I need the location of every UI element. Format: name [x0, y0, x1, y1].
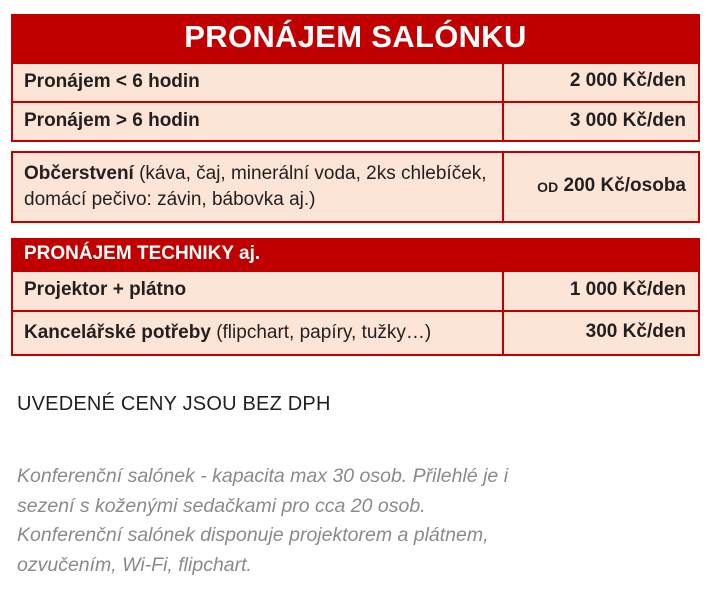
row-label [13, 103, 502, 140]
row-price-prefix: OD [537, 178, 559, 195]
row-price-value: 1 000 Kč/den [569, 279, 686, 301]
document-title: PRONÁJEM SALÓNKU [11, 14, 700, 64]
row-price [502, 312, 698, 354]
row-label [13, 64, 502, 101]
row-label-rest: (káva, čaj, minerální voda, 2ks chlebíček, domácí pečivo: závin, bábovka aj.) [24, 162, 487, 211]
row-label [13, 312, 502, 354]
row-price-value: 2 000 Kč/den [569, 70, 686, 92]
row-label-bold: Kancelářské potřeby [24, 321, 217, 343]
table-row [11, 312, 700, 356]
table-row [11, 103, 700, 142]
description-line: ozvučením, Wi-Fi, flipchart. [17, 553, 252, 576]
description-line: Konferenční salónek - kapacita max 30 osob. Přilehlé je i [17, 465, 509, 487]
section-heading: PRONÁJEM TECHNIKY aj. [11, 238, 700, 272]
row-label-bold: Pronájem < 6 hodin [24, 70, 200, 92]
price-table [11, 14, 700, 356]
row-label [13, 272, 502, 309]
table-row [11, 151, 700, 223]
spacer [11, 223, 700, 238]
row-price-value: 200 Kč/osoba [563, 175, 686, 197]
row-label [13, 153, 502, 221]
row-price [502, 272, 698, 309]
row-price-value: 3 000 Kč/den [569, 109, 686, 131]
row-price [502, 64, 698, 101]
row-price [502, 153, 698, 221]
row-label-bold: Projektor + plátno [24, 279, 187, 301]
table-row [11, 64, 700, 103]
description-line: Konferenční salónek disponuje projektorem a plátnem, [17, 524, 489, 547]
spacer [11, 142, 700, 151]
table-row [11, 272, 700, 311]
row-price [502, 103, 698, 140]
row-label-bold: Občerstvení [24, 162, 140, 184]
description-line: sezení s koženými sedačkami pro cca 20 osob. [17, 494, 426, 517]
row-label-bold: Pronájem > 6 hodin [24, 109, 200, 131]
row-label-rest: (flipchart, papíry, tužky…) [216, 321, 432, 343]
row-price-value: 300 Kč/den [585, 320, 686, 342]
description-note [17, 462, 677, 581]
vat-note: UVEDENÉ CENY JSOU BEZ DPH [17, 393, 331, 415]
